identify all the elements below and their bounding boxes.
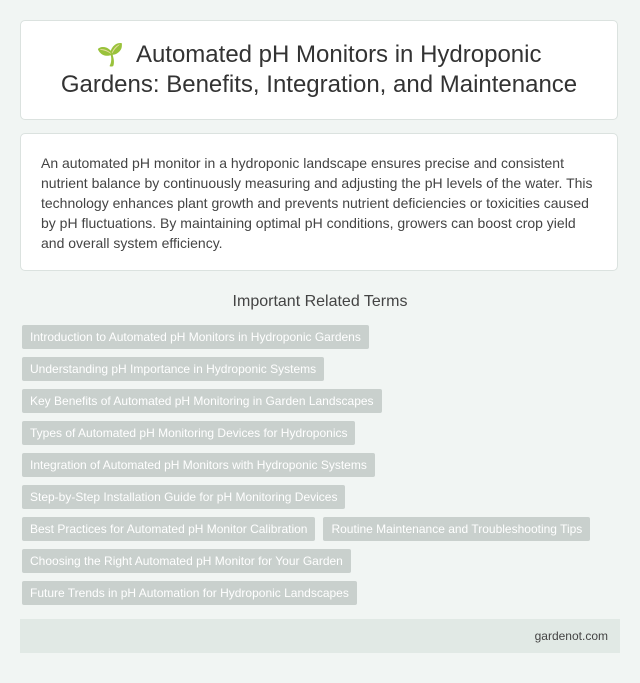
related-term-tag[interactable]: Integration of Automated pH Monitors with Hydroponic Systems [22,453,375,477]
terms-row [22,421,622,445]
related-terms-heading: Important Related Terms [232,293,408,310]
terms-row [22,325,622,349]
related-term-tag[interactable]: Best Practices for Automated pH Monitor Calibration [22,517,315,541]
footer [20,619,620,653]
footer-site-link[interactable]: gardenot.com [534,629,608,643]
related-terms-list [22,325,622,613]
related-term-tag[interactable]: Routine Maintenance and Troubleshooting Tips [323,517,590,541]
related-term-tag[interactable]: Key Benefits of Automated pH Monitoring in Garden Landscapes [22,389,382,413]
terms-row [22,549,622,573]
title-card [20,20,618,120]
related-term-tag[interactable]: Understanding pH Importance in Hydroponic Systems [22,357,324,381]
related-term-tag[interactable]: Future Trends in pH Automation for Hydroponic Landscapes [22,581,357,605]
related-term-tag[interactable]: Introduction to Automated pH Monitors in Hydroponic Gardens [22,325,369,349]
terms-row [22,485,622,509]
intro-card [20,133,618,271]
page-title-text: Automated pH Monitors in Hydroponic Gardens: Benefits, Integration, and Maintenance [60,41,578,98]
terms-row [22,581,622,605]
intro-paragraph: An automated pH monitor in a hydroponic landscape ensures precise and consistent nutrient balance by continuously measuring and adjusting the pH levels of the water. This technology enhances plant growth and prevents nutrient deficiencies or toxicities caused by pH fluctuations. By maintaining optimal pH conditions, growers can boost crop yield and overall system efficiency. [41,155,593,251]
sprout-icon: 🌱 [96,42,124,67]
terms-row [22,357,622,381]
related-term-tag[interactable]: Types of Automated pH Monitoring Devices for Hydroponics [22,421,355,445]
terms-row [22,389,622,413]
page-title [21,40,617,100]
related-term-tag[interactable]: Step-by-Step Installation Guide for pH Monitoring Devices [22,485,345,509]
terms-row [22,453,622,477]
related-term-tag[interactable]: Choosing the Right Automated pH Monitor for Your Garden [22,549,351,573]
terms-row [22,517,622,541]
